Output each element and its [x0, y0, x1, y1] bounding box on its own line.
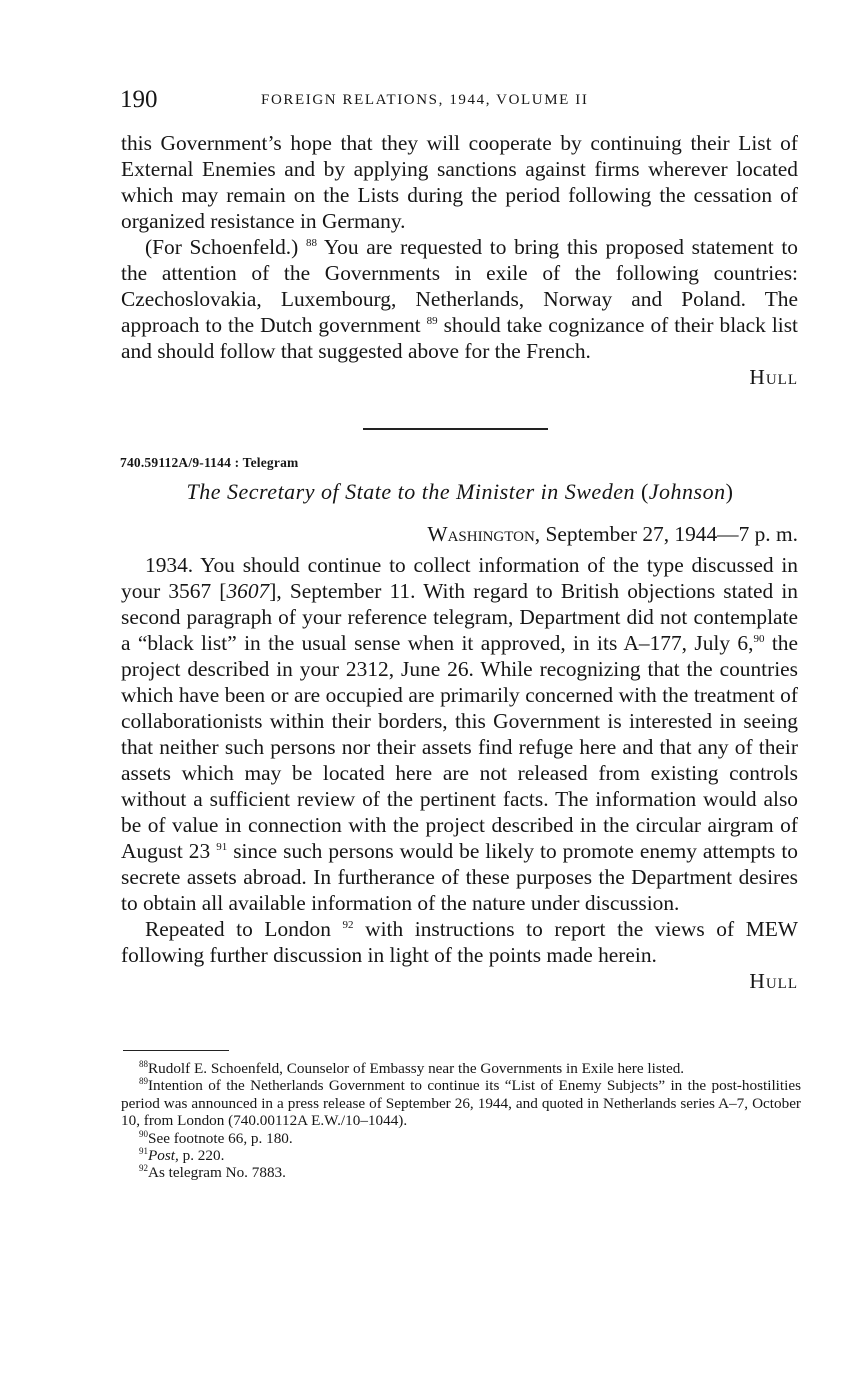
dateline: Washington, September 27, 1944—7 p. m. [427, 522, 798, 546]
footnote-ref-89: 89 [426, 315, 438, 327]
footnote-ref-90: 90 [753, 633, 765, 645]
footnote-92: $^{92}$As telegram No. 7883. [139, 1163, 286, 1182]
footnote-ref-91: 91 [216, 841, 228, 853]
signature: Hull [749, 365, 798, 389]
preceding-document-text [121, 130, 798, 390]
telegram-body [121, 552, 798, 994]
footnote-88: $^{88}$Rudolf E. Schoenfeld, Counselor of Embassy near the Governments in Exile here listed. [139, 1059, 685, 1077]
file-reference: 740.59112A/9-1144 : Telegram [120, 455, 299, 470]
continued-paragraph: this Government’s hope that they will cooperate by continuing their List of External Enemies and by applying sanctions against firms wherever located which may remain on the Lists during the period following the cessation of organized resistance in Germany. [121, 131, 798, 233]
section-divider [363, 428, 548, 430]
footnote-91: $^{91}$Post, p. 220. [139, 1146, 225, 1165]
footnote-ref-92: 92 [342, 919, 354, 931]
page-header [120, 86, 800, 116]
footnote-rule [123, 1050, 229, 1051]
page-number: 190 [120, 86, 158, 113]
dateline-place: Washington [427, 522, 535, 546]
footnote-90: $^{90}$See footnote 66, p. 180. [139, 1128, 293, 1147]
footnote-ref-88: 88 [305, 237, 317, 249]
footnotes [121, 1060, 801, 1182]
footnote-89: $^{89}$Intention of the Netherlands Government to continue its “List of Enemy Subjects” in the post-hostilities period was announced in a press release of September 26, 1944, and quoted in Netherlands series A–7, October 10, from London (740.00112A E.W./10–1044). [121, 1076, 801, 1130]
recipient-name: Johnson [648, 479, 726, 504]
running-head: FOREIGN RELATIONS, 1944, VOLUME II [261, 92, 589, 108]
telegram-paragraph-1: 1934. You should continue to collect information of the type discussed in your 3567 [3607], September 11. With regard to British objections stated in second paragraph of your reference telegram, Department did not contemplate a “black list” in the usual sense when it approved, in its A–177, July 6,90 the project described in your 2312, June 26. While recognizing that the countries which have been or are occupied are primarily concerned with the treatment of collaborationists within their borders, this Government is interested in seeing that neither such persons nor their assets find refuge here and that any of their assets which may be located here are not released from existing controls without a sufficient review of the pertinent facts. The information would also be of value in connection with the project described in the circular airgram of August 23 $^{91}$ since such persons would be likely to promote enemy attempts to secrete assets abroad. In furtherance of these purposes the Department desires to obtain all available information of the nature under discussion. [121, 553, 798, 915]
telegram-paragraph-2: Repeated to London $^{92}$ with instructions to report the views of MEW following further discussion in light of the points made herein. [121, 917, 798, 967]
signature: Hull [749, 969, 798, 993]
schoenfeld-paragraph: (For Schoenfeld.) $^{88}$ You are requested to bring this proposed statement to the attention of the Governments in exile of the following countries: Czechoslovakia, Luxembourg, Netherlands, Norway and Poland. The approach to the Dutch government $^{89}$ should take cognizance of their black list and should follow that suggested above for the French. [121, 235, 798, 363]
document-title: The Secretary of State to the Minister in Sweden (Johnson) [186, 479, 734, 504]
